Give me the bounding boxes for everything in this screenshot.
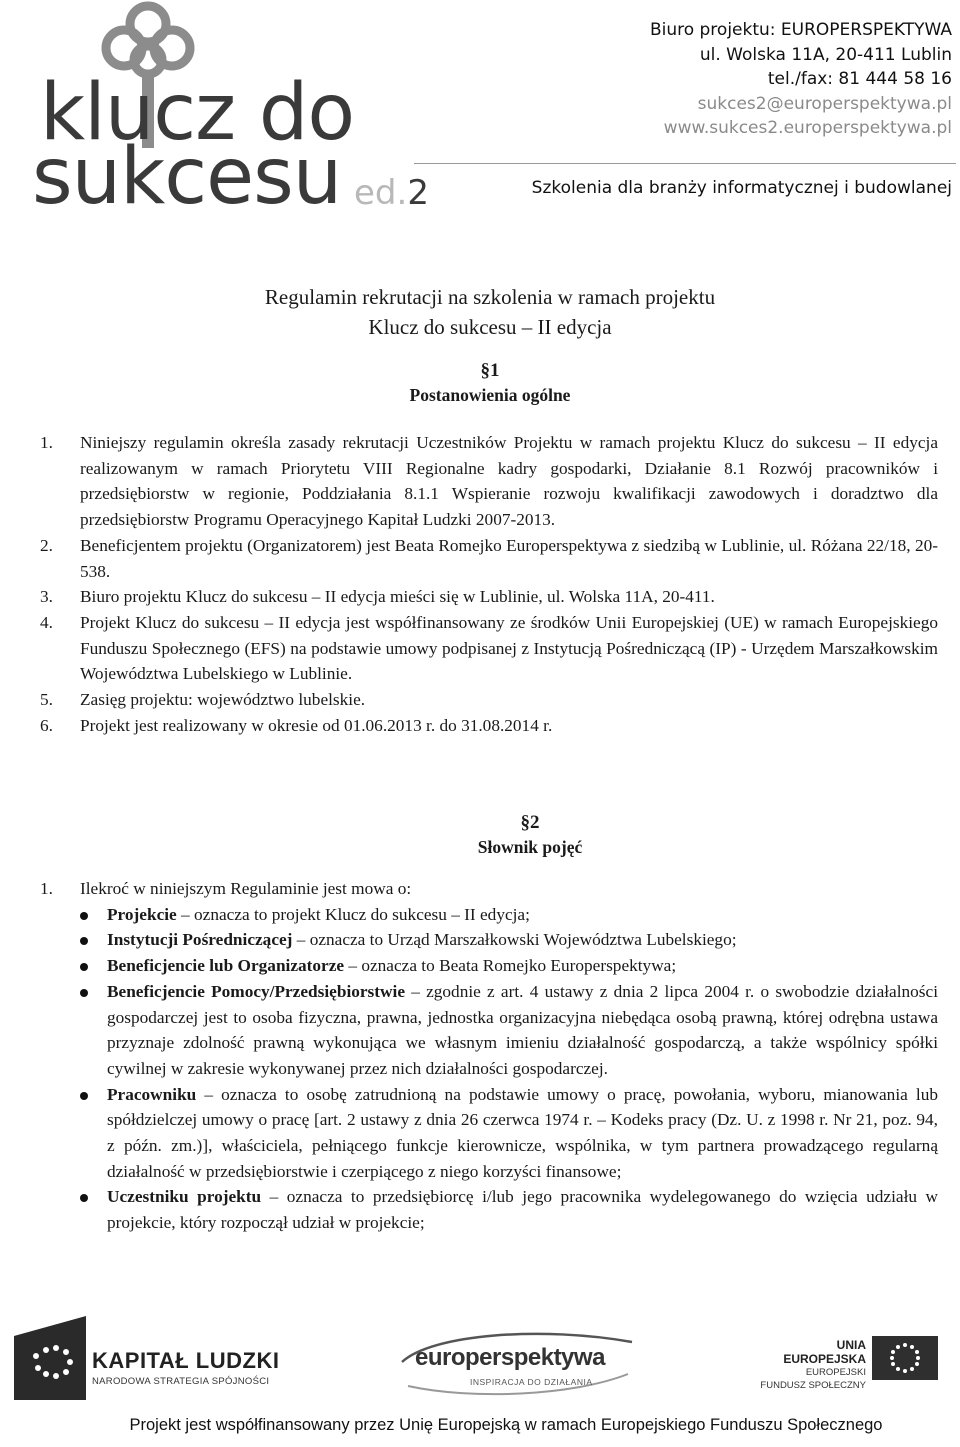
definition-term: Beneficjencie lub Organizatorze [107, 956, 345, 976]
item-text: Niniejszy regulamin określa zasady rekrutacji Uczestników Projektu w ramach projektu Klucz do sukcesu – II edycja realizowanym w ramach Priorytetu VIII Regionalne kadry gospodarki, Działanie 8.1 Rozwój pracowników i przedsiębiorstw w regionie, Poddziałania 8.1.1 Wspieranie rozwoju kwalifikacji zawodowych i doradztwo dla przedsiębiorstw Programu Operacyjnego Kapitał Ludzki 2007-2013. [80, 433, 938, 530]
eu-flag-icon [872, 1336, 938, 1380]
bullet-icon [80, 912, 88, 920]
title-line-1: Regulamin rekrutacji na szkolenia w ramach projektu [264, 285, 716, 309]
europerspektywa-logo [415, 1344, 605, 1372]
eu-logo [760, 1338, 866, 1392]
bullet-icon [80, 937, 88, 945]
definition-text: – oznacza to Urząd Marszałkowski Województwa Lubelskiego; [292, 930, 737, 950]
bullet-icon [80, 1092, 88, 1100]
header-divider [414, 163, 956, 164]
definition-term: Projekcie [107, 904, 177, 924]
list-item [40, 713, 938, 739]
definitions [40, 876, 938, 1236]
definition-item [40, 1082, 938, 1185]
logo-edition [354, 173, 429, 213]
intro-text: Ilekroć w niniejszym Regulaminie jest mowa o: [80, 879, 412, 898]
definition-item [40, 927, 938, 953]
definition-text: – zgodnie z art. 4 ustawy z dnia 2 lipca 2004 r. o swobodzie działalności gospodarczej jest to osoba fizyczna, prawna, jednostka organizacyjna niebędąca osobą prawną, której odrębna ustawa przyznaje zdolność prawną wykonująca we własnym imieniu działalność gospodarczą, a także wspólnicy spółki cywilnej w zakresie wykonywanej przez nich działalności gospodarczej. [107, 981, 939, 1078]
section-1-heading [0, 358, 960, 408]
document-title [0, 282, 960, 342]
item-text: Beneficjentem projektu (Organizatorem) jest Beata Romejko Europerspektywa z siedzibą w Lublinie, ul. Różana 22/18, 20-538. [80, 535, 938, 581]
kapital-subtitle: NARODOWA STRATEGIA SPÓJNOŚCI [92, 1376, 270, 1387]
item-number: 3. [40, 587, 53, 607]
definition-item [40, 953, 938, 979]
edition-number: 2 [407, 173, 429, 213]
office-website-link[interactable]: www.sukces2.europerspektywa.pl [663, 118, 952, 138]
section-2-heading [380, 810, 680, 860]
list-item [40, 584, 938, 610]
definition-text: – oznacza to projekt Klucz do sukcesu – II edycja; [176, 904, 530, 924]
office-phone: tel./fax: 81 444 58 16 [767, 69, 952, 89]
item-number: 4. [40, 612, 53, 632]
item-number: 6. [40, 715, 53, 735]
item-text: Zasięg projektu: województwo lubelskie. [80, 690, 366, 710]
kapital-ludzki-flag-icon [14, 1316, 86, 1400]
definitions-list [40, 902, 938, 1236]
edition-prefix: ed. [354, 173, 408, 213]
definition-item [40, 1184, 938, 1235]
logo-word-klucz: klucz do [40, 68, 355, 158]
kapital-ludzki-logo [92, 1348, 279, 1387]
eo-part-euro: euro [415, 1344, 466, 1371]
europerspektywa-subtitle: INSPIRACJA DO DZIAŁANIA [470, 1377, 593, 1387]
office-email-link[interactable]: sukces2@europerspektywa.pl [697, 93, 952, 114]
eu-title: UNIA EUROPEJSKA [783, 1338, 866, 1366]
office-name: Biuro projektu: EUROPERSPEKTYWA [649, 20, 952, 40]
list-item [40, 610, 938, 687]
item-number: 5. [40, 690, 53, 710]
section-2-symbol: §2 [520, 812, 540, 833]
logo-word-sukcesu: sukcesu [32, 132, 342, 222]
eu-line-1: EUROPEJSKI [805, 1367, 866, 1378]
item-text: Projekt jest realizowany w okresie od 01.06.2013 r. do 31.08.2014 r. [80, 715, 553, 735]
bullet-icon [80, 989, 88, 997]
item-number: 1. [40, 879, 53, 898]
section-2-title: Słownik pojęć [477, 837, 583, 857]
definition-text: – oznacza to Beata Romejko Europerspektywa; [344, 956, 677, 976]
bullet-icon [80, 1194, 88, 1202]
eu-line-2: FUNDUSZ SPOŁECZNY [760, 1380, 866, 1391]
general-provisions-list [40, 430, 938, 738]
section-1-symbol: §1 [480, 360, 500, 381]
kapital-title: KAPITAŁ LUDZKI [92, 1348, 280, 1373]
definition-text: – oznacza to przedsiębiorcę i/lub jego pracownika wydelegowanego do wzięcia udziału w projekcie, który rozpoczął udział w projekcie; [107, 1187, 938, 1233]
definition-item [40, 902, 938, 928]
definition-term: Instytucji Pośredniczącej [107, 930, 293, 950]
item-number: 1. [40, 433, 53, 452]
list-item [40, 533, 938, 584]
definitions-intro [40, 876, 938, 902]
section-1-title: Postanowienia ogólne [409, 385, 571, 405]
list-item [40, 687, 938, 713]
definition-term: Pracowniku [107, 1084, 197, 1104]
eo-part-perspektywa: perspektywa [465, 1344, 605, 1371]
definition-text: – oznacza to osobę zatrudnioną na podstawie umowy o pracę, powołania, wyboru, mianowania lub spółdzielczej umowy o pracę [art. 2 ustawy z dnia 26 czerwca 1974 r. – Kodeks pracy (Dz. U. z 1998 r. Nr 21, poz. 94, z późn. zm.)], właściciela, pełniącego funkcje kierownicze, wspólnika, w tym partnera prowadzącego regularną działalność w przedsiębiorstwie i czerpiącego z niego korzyści finansowe; [107, 1084, 938, 1181]
item-text: Projekt Klucz do sukcesu – II edycja jest współfinansowany ze środków Unii Europejskiej (UE) w ramach Europejskiego Funduszu Społecznego (EFS) na podstawie umowy podpisanej z Instytucją Pośredniczącą (IP) - Urzędem Marszałkowskim Województwa Lubelskiego w Lublinie. [80, 612, 938, 684]
definition-term: Beneficjencie Pomocy/Przedsiębiorstwie [107, 981, 405, 1001]
bullet-icon [80, 963, 88, 971]
item-text: Biuro projektu Klucz do sukcesu – II edycja mieści się w Lublinie, ul. Wolska 11A, 20-411. [80, 587, 715, 607]
contact-block [650, 18, 952, 141]
definition-item [40, 979, 938, 1082]
list-item [40, 430, 938, 533]
office-address: ul. Wolska 11A, 20-411 Lublin [699, 44, 952, 65]
header-tagline: Szkolenia dla branży informatycznej i budowlanej [531, 178, 952, 198]
cofinancing-note: Projekt jest współfinansowany przez Unię Europejską w ramach Europejskiego Funduszu Społecznego [129, 1416, 883, 1434]
item-number: 2. [40, 535, 53, 555]
title-line-2: Klucz do sukcesu – II edycja [368, 315, 612, 339]
project-logo [18, 0, 438, 220]
definition-term: Uczestniku projektu [107, 1187, 262, 1207]
footer-logos [0, 1316, 960, 1411]
